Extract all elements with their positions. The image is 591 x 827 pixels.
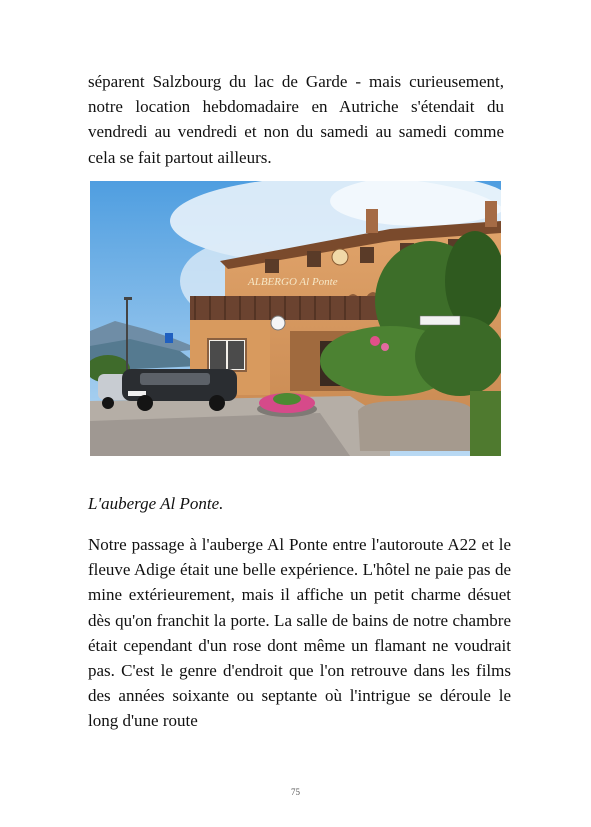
photo-sign-text: ALBERGO Al Ponte [248, 276, 338, 288]
photo-caption: L'auberge Al Ponte. [88, 494, 224, 513]
paragraph-auberge: Notre passage à l'auberge Al Ponte entre l'autoroute A22 et le fleuve Adige était une belle expérience. L'hôtel ne paie pas de mine extérieurement, mais il affiche un petit charme désuet dès qu'on franchit la porte. La salle de bains de notre chambre était cependant d'un rose dont même un flamant ne voudrait pas. C'est le genre d'endroit que l'on retrouve dans les films des années soixante ou septante où l'intrigue se déroule le long d'une route [88, 535, 511, 731]
auberge-photo [90, 181, 501, 456]
page-number: 75 [291, 787, 300, 797]
paragraph-intro: séparent Salzbourg du lac de Garde - mais curieusement, notre location hebdomadaire en Autriche s'étendait du vendredi au vendredi et non du samedi au samedi comme cela se fait partout ailleurs. [88, 72, 504, 167]
